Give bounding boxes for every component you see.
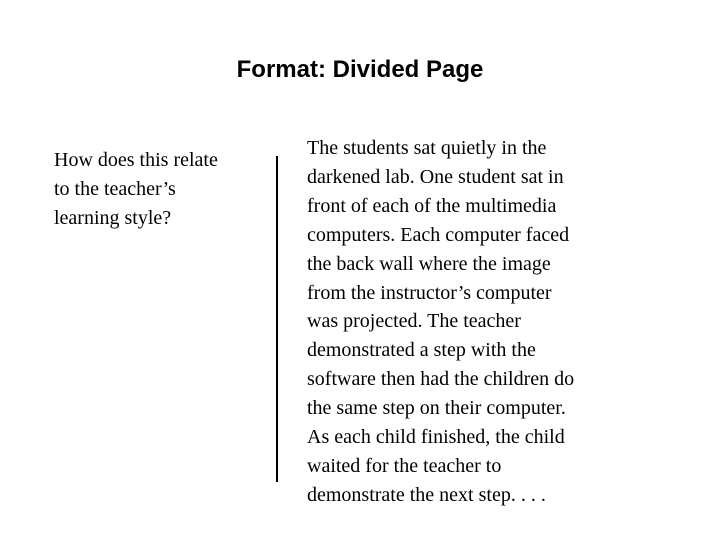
narrative-line: demonstrated a step with the: [307, 339, 536, 362]
narrative-line: from the instructor’s computer: [307, 281, 552, 304]
narrative-line: demonstrate the next step. . . .: [307, 483, 546, 506]
left-note-line: learning style?: [54, 207, 172, 229]
narrative-line: As each child finished, the child: [307, 426, 565, 449]
left-note-line: How does this relate: [54, 149, 218, 171]
narrative-line: The students sat quietly in the: [307, 137, 547, 159]
left-note-line: to the teacher’s: [54, 178, 176, 200]
narrative-line: the same step on their computer.: [307, 397, 566, 420]
right-column-narrative: [307, 134, 657, 510]
slide-title: Format: Divided Page: [236, 56, 484, 83]
narrative-line: computers. Each computer faced: [307, 223, 570, 246]
left-column-question: [54, 146, 264, 233]
narrative-line: front of each of the multimedia: [307, 194, 557, 217]
narrative-line: waited for the teacher to: [307, 454, 502, 477]
narrative-line: software then had the children do: [307, 368, 575, 391]
narrative-line: darkened lab. One student sat in: [307, 165, 564, 188]
narrative-line: was projected. The teacher: [307, 310, 521, 333]
column-divider: [276, 156, 278, 482]
narrative-line: the back wall where the image: [307, 252, 551, 275]
